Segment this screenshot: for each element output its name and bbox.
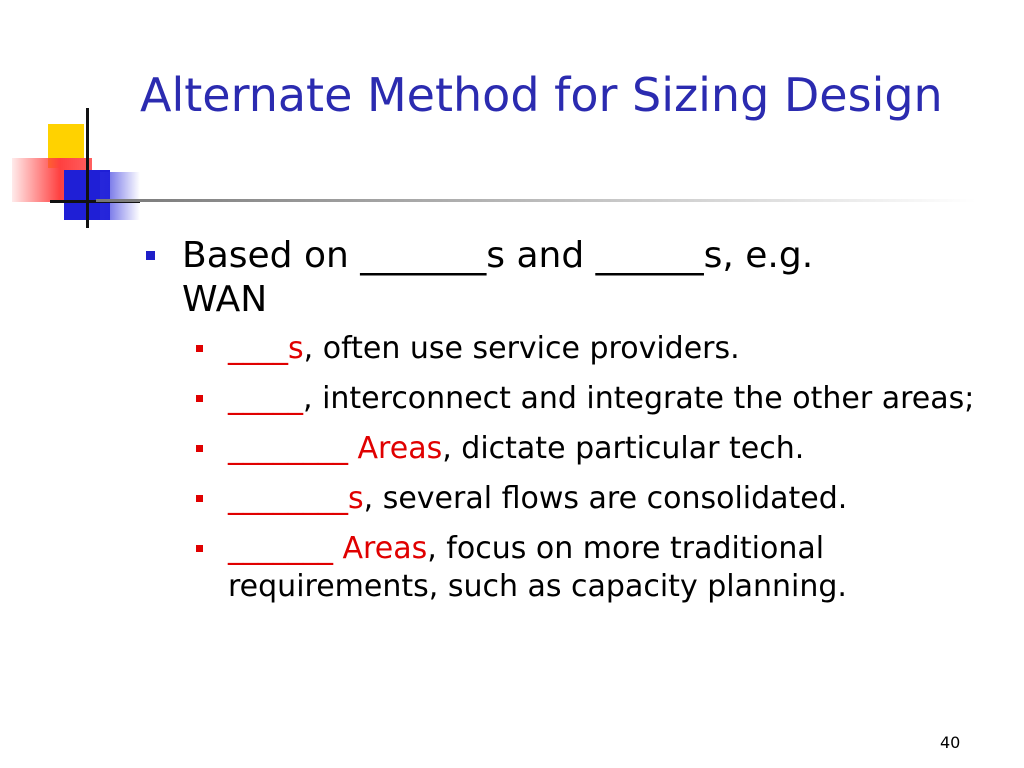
bullet-main: [146, 234, 1006, 322]
bullet-main-line2: WAN: [182, 279, 268, 320]
sub-bullet-blank: _______ Areas: [228, 531, 428, 566]
sub-bullet-blank: ________ Areas: [228, 431, 443, 466]
sub-bullet-square-icon: [196, 395, 203, 402]
slide-title: Alternate Method for Sizing Design: [140, 68, 943, 122]
vertical-line: [86, 108, 89, 228]
bullet-square-icon: [146, 251, 155, 260]
sub-bullet-blank: ________s: [228, 481, 364, 516]
bullet-list: [146, 234, 1006, 618]
sub-bullet-text: , several flows are consolidated.: [363, 481, 848, 516]
sub-bullet-list: [196, 330, 1006, 606]
sub-bullet: [196, 530, 1006, 606]
title-underline: [96, 199, 976, 202]
sub-bullet-text: , interconnect and integrate the other areas;: [303, 381, 975, 416]
sub-bullet-blank: ____s: [228, 331, 304, 366]
corner-decoration: [0, 0, 160, 240]
blue-fade: [100, 172, 140, 220]
sub-bullet-square-icon: [196, 495, 203, 502]
sub-bullet-text: , dictate particular tech.: [442, 431, 805, 466]
sub-bullet-square-icon: [196, 445, 203, 452]
sub-bullet: [196, 480, 1006, 518]
sub-bullet-blank: _____: [228, 381, 303, 416]
bullet-main-line1: Based on _______s and ______s, e.g.: [182, 235, 814, 276]
sub-bullet-square-icon: [196, 545, 203, 552]
sub-bullet-square-icon: [196, 345, 203, 352]
sub-bullet-text: , often use service providers.: [303, 331, 740, 366]
sub-bullet-text: , focus on more traditional requirements, such as capacity planning.: [228, 531, 847, 604]
page-number: 40: [940, 733, 961, 752]
sub-bullet: [196, 380, 1006, 418]
sub-bullet: [196, 430, 1006, 468]
sub-bullet: [196, 330, 1006, 368]
